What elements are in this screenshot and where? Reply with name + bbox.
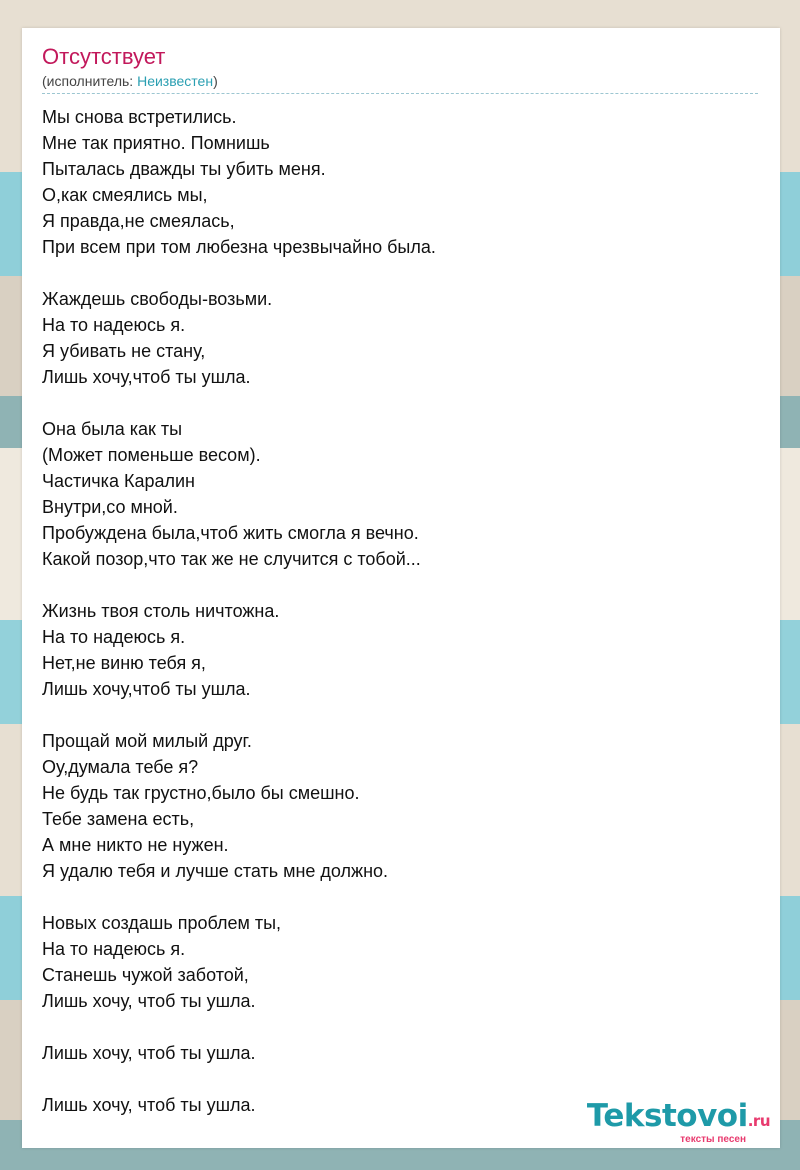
stanza-break xyxy=(42,390,758,416)
stanza-break xyxy=(42,1066,758,1092)
lyric-line: Нет,не виню тебя я, xyxy=(42,653,206,673)
lyric-line: На то надеюсь я. xyxy=(42,315,186,335)
logo-tagline: тексты песен xyxy=(680,1134,746,1145)
lyric-line: (Может поменьше весом). xyxy=(42,445,261,465)
lyric-line: Она была как ты xyxy=(42,419,183,439)
logo-wordmark xyxy=(587,1100,770,1137)
lyric-line: На то надеюсь я. xyxy=(42,627,186,647)
logo-tld: .ru xyxy=(747,1112,770,1130)
lyric-line: Жаждешь свободы-возьми. xyxy=(42,289,273,309)
title-divider xyxy=(42,93,758,94)
artist-prefix: (исполнитель: xyxy=(42,73,138,89)
lyric-line: Я удалю тебя и лучше стать мне должно. xyxy=(42,861,389,881)
artist-line xyxy=(42,73,218,89)
stanza-break xyxy=(42,702,758,728)
artist-link[interactable]: Неизвестен xyxy=(137,73,214,89)
stanza-break xyxy=(42,1014,758,1040)
lyric-line: Частичка Каралин xyxy=(42,471,195,491)
stanza-break xyxy=(42,260,758,286)
lyric-line: Какой позор,что так же не случится с тобой... xyxy=(42,549,421,569)
lyric-line: О,как смеялись мы, xyxy=(42,185,208,205)
lyric-line: Тебе замена есть, xyxy=(42,809,195,829)
lyric-line: Мне так приятно. Помнишь xyxy=(42,133,270,153)
lyric-line: А мне никто не нужен. xyxy=(42,835,229,855)
lyric-line: Жизнь твоя столь ничтожна. xyxy=(42,601,280,621)
lyric-line: Лишь хочу, чтоб ты ушла. xyxy=(42,1043,256,1063)
lyric-line: Не будь так грустно,было бы смешно. xyxy=(42,783,360,803)
artist-suffix: ) xyxy=(213,73,218,89)
lyric-line: Лишь хочу, чтоб ты ушла. xyxy=(42,991,256,1011)
lyric-line: Новых создашь проблем ты, xyxy=(42,913,282,933)
lyric-line: Внутри,со мной. xyxy=(42,497,178,517)
song-title: Отсутствует xyxy=(42,44,166,69)
lyrics-card xyxy=(22,28,780,1148)
lyric-line: Я убивать не стану, xyxy=(42,341,206,361)
lyric-line: Лишь хочу,чтоб ты ушла. xyxy=(42,679,251,699)
lyric-line: При всем при том любезна чрезвычайно была. xyxy=(42,237,436,257)
site-logo[interactable] xyxy=(587,1100,770,1145)
lyric-line: Мы снова встретились. xyxy=(42,107,237,127)
logo-name: Tekstovoi xyxy=(586,1098,748,1134)
lyric-line: Лишь хочу, чтоб ты ушла. xyxy=(42,1095,256,1115)
lyric-line: Прощай мой милый друг. xyxy=(42,731,252,751)
stanza-break xyxy=(42,572,758,598)
lyric-line: Я правда,не смеялась, xyxy=(42,211,235,231)
lyric-line: Лишь хочу,чтоб ты ушла. xyxy=(42,367,251,387)
lyric-line: Пробуждена была,чтоб жить смогла я вечно. xyxy=(42,523,419,543)
lyric-line: Станешь чужой заботой, xyxy=(42,965,249,985)
lyric-line: Оу,думала тебе я? xyxy=(42,757,199,777)
lyric-line: Пыталась дважды ты убить меня. xyxy=(42,159,326,179)
stanza-break xyxy=(42,884,758,910)
lyric-line: На то надеюсь я. xyxy=(42,939,186,959)
lyrics-text xyxy=(42,104,758,1118)
